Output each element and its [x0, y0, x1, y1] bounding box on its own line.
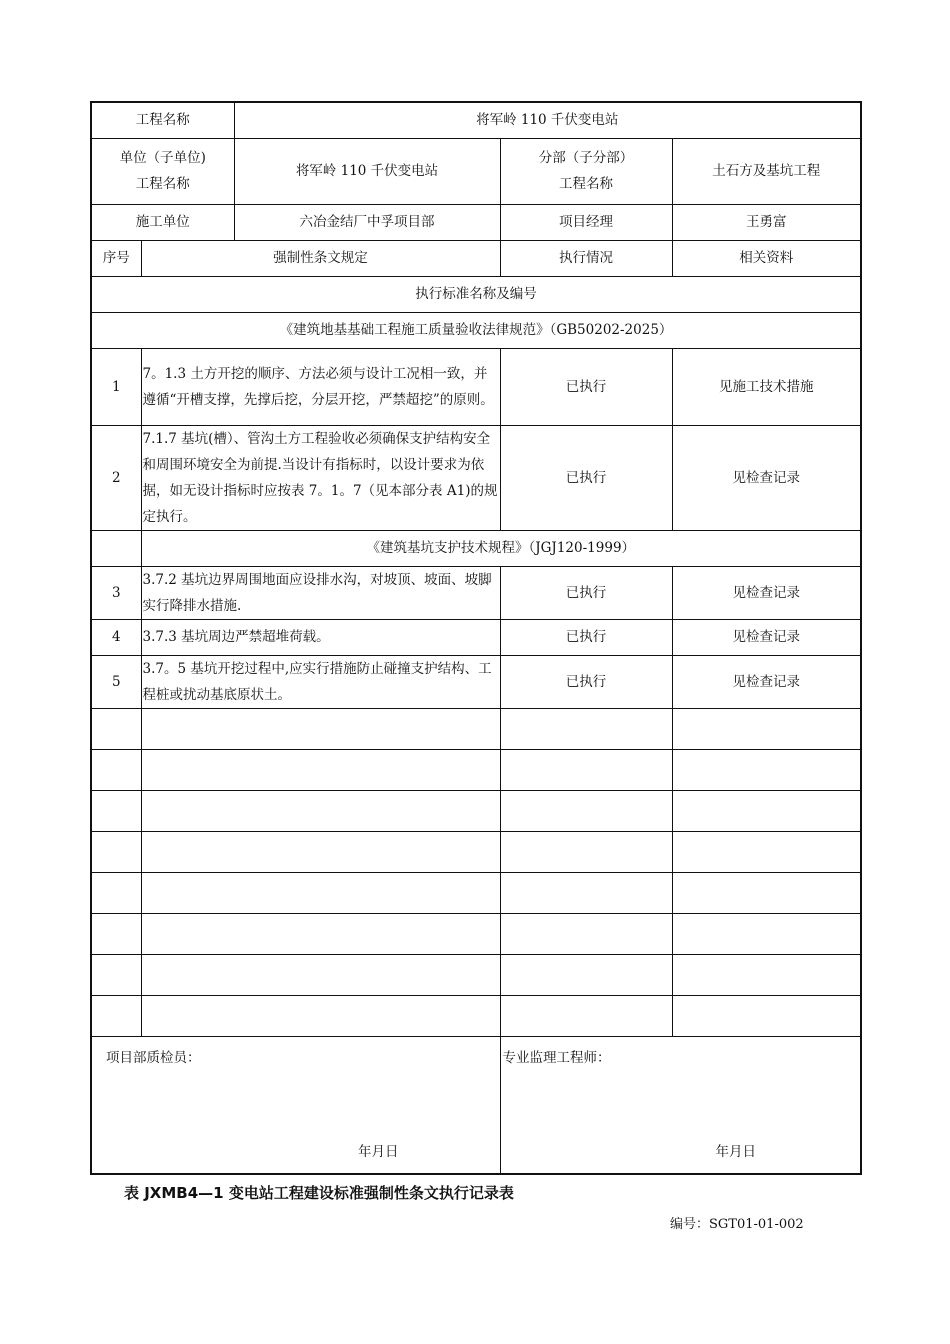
row-status: 已执行 — [500, 348, 672, 425]
unit-label — [91, 138, 234, 204]
manager-label: 项目经理 — [500, 204, 672, 240]
row-status: 已执行 — [500, 619, 672, 655]
signature-row — [91, 1036, 861, 1174]
standard-1-row — [91, 312, 861, 348]
table-caption: 表 JXMB4—1 变电站工程建设标准强制性条文执行记录表 — [124, 1184, 514, 1202]
row-status: 已执行 — [500, 425, 672, 530]
empty-row — [91, 708, 861, 749]
table-row — [91, 566, 861, 619]
empty-row — [91, 872, 861, 913]
row-reference: 见施工技术措施 — [672, 348, 861, 425]
project-name-label: 工程名称 — [91, 102, 234, 138]
empty-row — [91, 831, 861, 872]
row-reference: 见检查记录 — [672, 619, 861, 655]
contractor-label: 施工单位 — [91, 204, 234, 240]
project-name-value: 将军岭 110 千伏变电站 — [234, 102, 861, 138]
row-reference: 见检查记录 — [672, 655, 861, 708]
inspector-label: 项目部质检员： — [106, 1049, 201, 1066]
inspector-date: 年月日 — [358, 1144, 399, 1160]
division-label — [500, 138, 672, 204]
division-name-value: 土石方及基坑工程 — [672, 138, 861, 204]
row-seq: 2 — [91, 425, 141, 530]
row-reference: 见检查记录 — [672, 425, 861, 530]
empty-row — [91, 954, 861, 995]
row-seq: 3 — [91, 566, 141, 619]
division-label-line2: 工程名称 — [559, 176, 613, 192]
col-reference-header: 相关资料 — [672, 240, 861, 276]
contractor-value: 六冶金结厂中孚项目部 — [234, 204, 500, 240]
row-provision-text: 7。1.3 土方开挖的顺序、方法必须与设计工况相一致，并遵循“开槽支撑，先撑后挖，分层开挖，严禁超挖”的原则。 — [141, 348, 500, 425]
row-seq: 1 — [91, 348, 141, 425]
row-provision-text: 3.7.2 基坑边界周围地面应设排水沟，对坡顶、坡面、坡脚实行降排水措施. — [141, 566, 500, 619]
standard-2-seq-cell — [91, 530, 141, 566]
table-row — [91, 619, 861, 655]
col-provision-header: 强制性条文规定 — [141, 240, 500, 276]
row-seq: 4 — [91, 619, 141, 655]
empty-row — [91, 749, 861, 790]
empty-row — [91, 995, 861, 1036]
contractor-row — [91, 204, 861, 240]
compliance-record-table — [90, 101, 862, 1175]
unit-row — [91, 138, 861, 204]
standard-1-title: 《建筑地基基础工程施工质量验收法律规范》（GB50202-2025） — [91, 312, 861, 348]
standard-2-row — [91, 530, 861, 566]
col-status-header: 执行情况 — [500, 240, 672, 276]
row-reference: 见检查记录 — [672, 566, 861, 619]
table-row — [91, 348, 861, 425]
inspector-signature-cell — [91, 1036, 500, 1174]
standard-heading: 执行标准名称及编号 — [91, 276, 861, 312]
serial-number: 编号：SGT01-01-002 — [670, 1217, 804, 1232]
standard-2-title: 《建筑基坑支护技术规程》（JGJ120-1999） — [141, 530, 861, 566]
row-status: 已执行 — [500, 566, 672, 619]
manager-value: 王勇富 — [672, 204, 861, 240]
row-provision-text: 3.7。5 基坑开挖过程中,应实行措施防止碰撞支护结构、工程桩或扰动基底原状土。 — [141, 655, 500, 708]
row-seq: 5 — [91, 655, 141, 708]
unit-label-line1: 单位（子单位) — [119, 150, 206, 166]
empty-row — [91, 913, 861, 954]
empty-row — [91, 790, 861, 831]
row-provision-text: 7.1.7 基坑(槽）、管沟土方工程验收必须确保支护结构安全和周围环境安全为前提.当设计有指标时，以设计要求为依据，如无设计指标时应按表 7。1。7（见本部分表 A1)的规定执行。 — [141, 425, 500, 530]
supervisor-date: 年月日 — [715, 1144, 756, 1160]
unit-label-line2: 工程名称 — [135, 176, 190, 192]
standard-heading-row — [91, 276, 861, 312]
row-provision-text: 3.7.3 基坑周边严禁超堆荷载。 — [141, 619, 500, 655]
supervisor-label: 专业监理工程师： — [502, 1049, 611, 1066]
division-label-line1: 分部（子分部） — [538, 150, 634, 166]
row-status: 已执行 — [500, 655, 672, 708]
table-row — [91, 655, 861, 708]
col-seq-header: 序号 — [91, 240, 141, 276]
column-header-row — [91, 240, 861, 276]
table-row — [91, 425, 861, 530]
project-name-row — [91, 102, 861, 138]
unit-name-value: 将军岭 110 千伏变电站 — [234, 138, 500, 204]
supervisor-signature-cell — [500, 1036, 861, 1174]
